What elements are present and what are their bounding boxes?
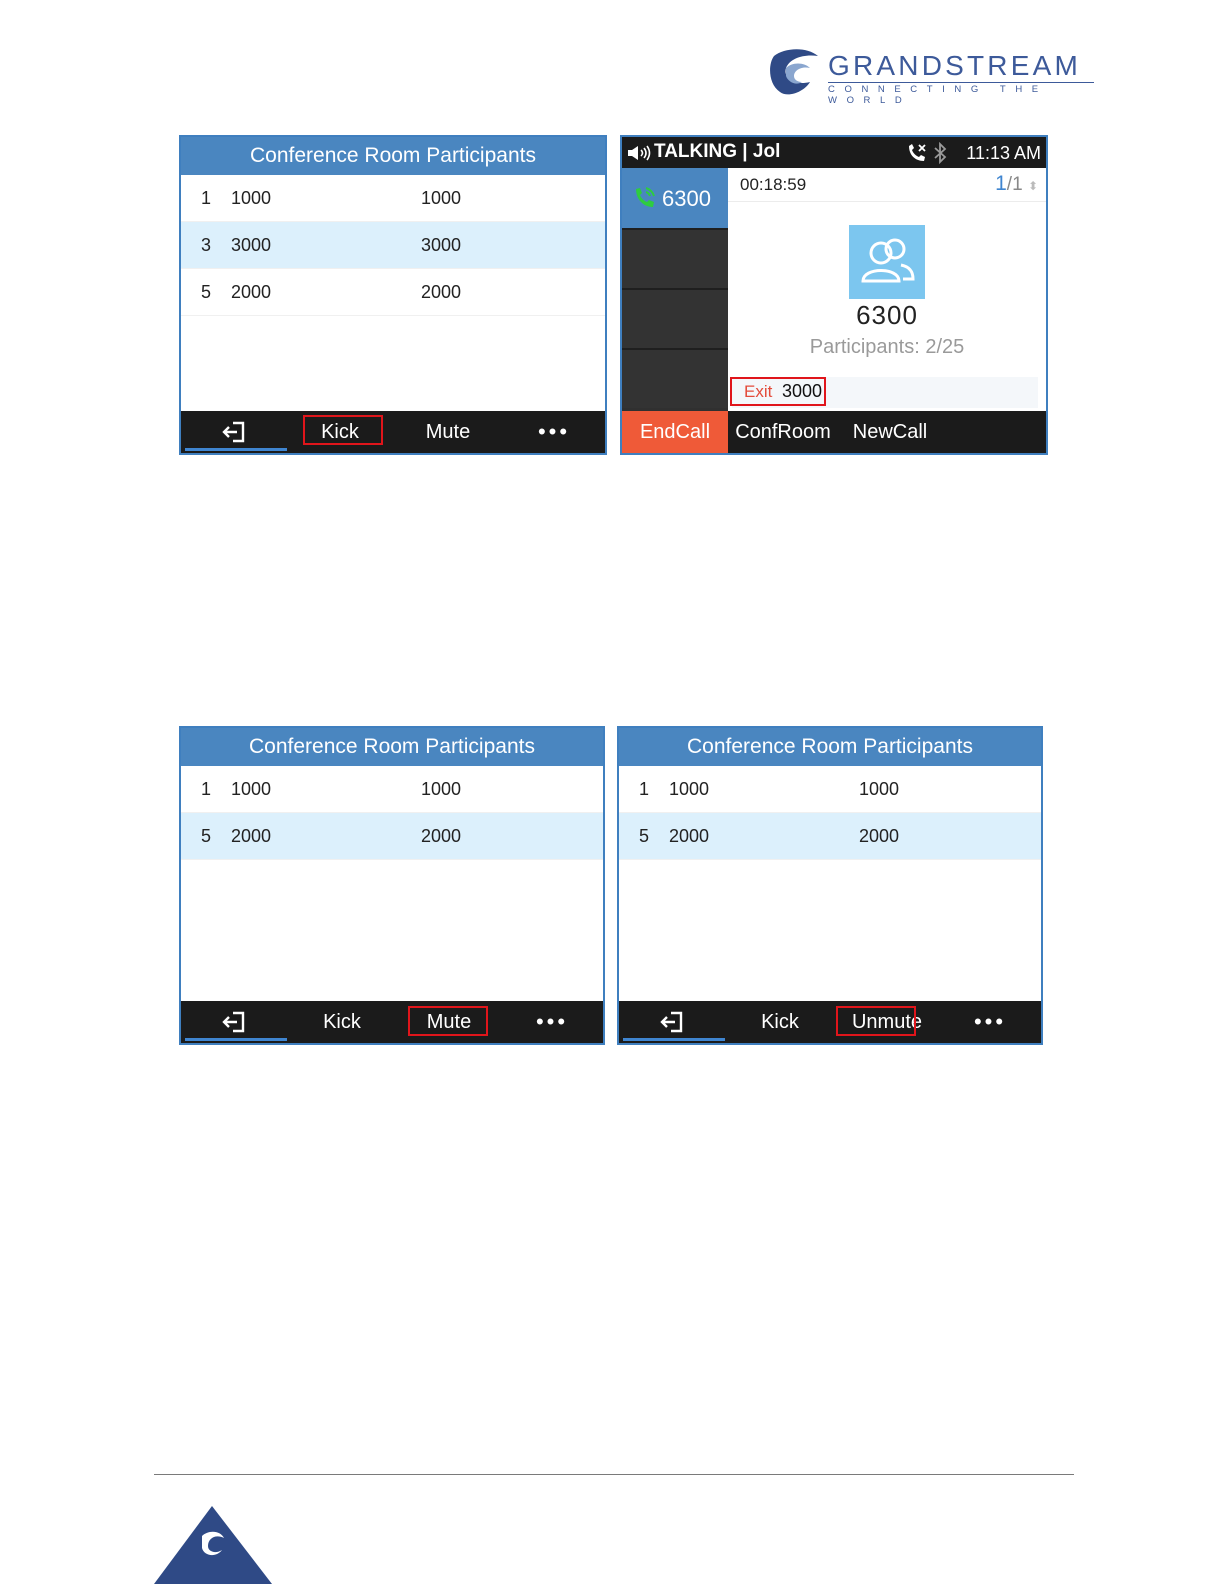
exit-icon (222, 1011, 246, 1033)
kick-softkey[interactable]: Kick (323, 1011, 361, 1033)
mute-softkey[interactable]: Mute (425, 421, 471, 443)
call-duration: 00:18:59 (740, 175, 807, 194)
status-time: 11:13 AM (966, 143, 1041, 163)
group-icon (849, 225, 925, 299)
row-number: 3000 (421, 235, 462, 255)
participant-row-selected[interactable] (181, 222, 605, 269)
row-number: 2000 (421, 826, 462, 846)
grandstream-logo-icon (770, 48, 822, 98)
participants-screen-unmute (617, 726, 1043, 1045)
participant-row-selected[interactable] (181, 813, 603, 860)
exit-icon (222, 421, 246, 443)
participants-count: Participants: 2/25 (809, 336, 965, 358)
speaker-icon (627, 145, 653, 161)
line-number: 6300 (662, 186, 711, 211)
screen-title: Conference Room Participants (181, 728, 603, 766)
more-softkey[interactable]: ••• (973, 1009, 1007, 1034)
highlight-box-mute (408, 1006, 488, 1036)
empty-line-slot[interactable] (622, 228, 728, 288)
line-panel (622, 168, 728, 411)
row-name: 2000 (669, 826, 710, 846)
row-name: 1000 (231, 779, 272, 799)
row-number: 1000 (859, 779, 900, 799)
exit-label: Exit (744, 382, 773, 401)
softkey-bar (622, 411, 1046, 453)
missed-call-icon (906, 143, 928, 163)
participant-row[interactable] (181, 766, 603, 813)
row-index: 5 (201, 826, 212, 846)
participants-screen-kick (179, 135, 607, 455)
empty-line-slot[interactable] (622, 348, 728, 408)
phone-icon (632, 186, 656, 210)
participant-row-selected[interactable] (619, 813, 1041, 860)
bluetooth-icon (933, 142, 947, 164)
kick-softkey[interactable]: Kick (321, 421, 359, 443)
exit-value: 3000 (782, 381, 823, 401)
back-softkey[interactable] (619, 1001, 725, 1043)
exit-icon (660, 1011, 684, 1033)
conference-avatar (849, 225, 925, 299)
row-index: 3 (201, 235, 212, 255)
endcall-softkey[interactable]: EndCall (622, 411, 728, 453)
status-bar (622, 137, 1046, 168)
call-page-indicator (995, 172, 1038, 196)
row-number: 1000 (421, 188, 462, 208)
mute-softkey[interactable]: Mute (426, 1011, 472, 1033)
status-title: TALKING | Jol (654, 141, 781, 162)
row-number: 2000 (421, 282, 462, 302)
divider (728, 201, 1046, 202)
active-line-6300[interactable] (622, 168, 728, 228)
row-name: 1000 (669, 779, 710, 799)
grandstream-footer-icon (154, 1506, 274, 1584)
back-softkey[interactable] (181, 411, 287, 453)
page-total: /1 (1006, 174, 1023, 195)
focus-underline (185, 448, 287, 451)
focus-underline (185, 1038, 287, 1041)
participant-row[interactable] (181, 175, 605, 222)
newcall-softkey[interactable]: NewCall (852, 421, 928, 443)
participant-row[interactable] (181, 269, 605, 316)
page-arrows-icon[interactable]: ⬍ (1027, 179, 1038, 193)
row-index: 5 (201, 282, 212, 302)
softkey-bar (181, 411, 605, 453)
row-name: 2000 (231, 282, 272, 302)
focus-underline (623, 1038, 725, 1041)
row-index: 1 (201, 779, 212, 799)
highlight-box-kick (303, 415, 383, 445)
participant-row[interactable] (619, 766, 1041, 813)
brand-divider (828, 82, 1094, 83)
brand-tagline: CONNECTING THE WORLD (828, 84, 1048, 106)
row-index: 1 (639, 779, 650, 799)
screen-title: Conference Room Participants (181, 137, 605, 175)
highlight-box-exit (730, 377, 826, 406)
grandstream-logo (770, 48, 1100, 106)
more-softkey[interactable]: ••• (535, 1009, 569, 1034)
softkey-bar (181, 1001, 603, 1043)
call-panel (728, 168, 1046, 411)
unmute-softkey[interactable]: Unmute (851, 1011, 923, 1033)
softkey-bar (619, 1001, 1041, 1043)
page-current: 1 (995, 172, 1007, 195)
talking-screen (620, 135, 1048, 455)
row-number: 1000 (421, 779, 462, 799)
row-name: 2000 (231, 826, 272, 846)
row-number: 2000 (859, 826, 900, 846)
brand-name: GRANDSTREAM (828, 50, 1081, 81)
screen-title: Conference Room Participants (619, 728, 1041, 766)
row-name: 1000 (231, 188, 272, 208)
footer-divider (154, 1474, 1074, 1475)
row-index: 1 (201, 188, 212, 208)
back-softkey[interactable] (181, 1001, 287, 1043)
contact-name: 6300 (856, 300, 918, 330)
more-softkey[interactable]: ••• (537, 419, 571, 444)
highlight-box-unmute (836, 1006, 916, 1036)
row-name: 3000 (231, 235, 272, 255)
kick-softkey[interactable]: Kick (761, 1011, 799, 1033)
empty-line-slot[interactable] (622, 288, 728, 348)
confroom-softkey[interactable]: ConfRoom (735, 421, 831, 443)
row-index: 5 (639, 826, 650, 846)
participants-screen-mute (179, 726, 605, 1045)
